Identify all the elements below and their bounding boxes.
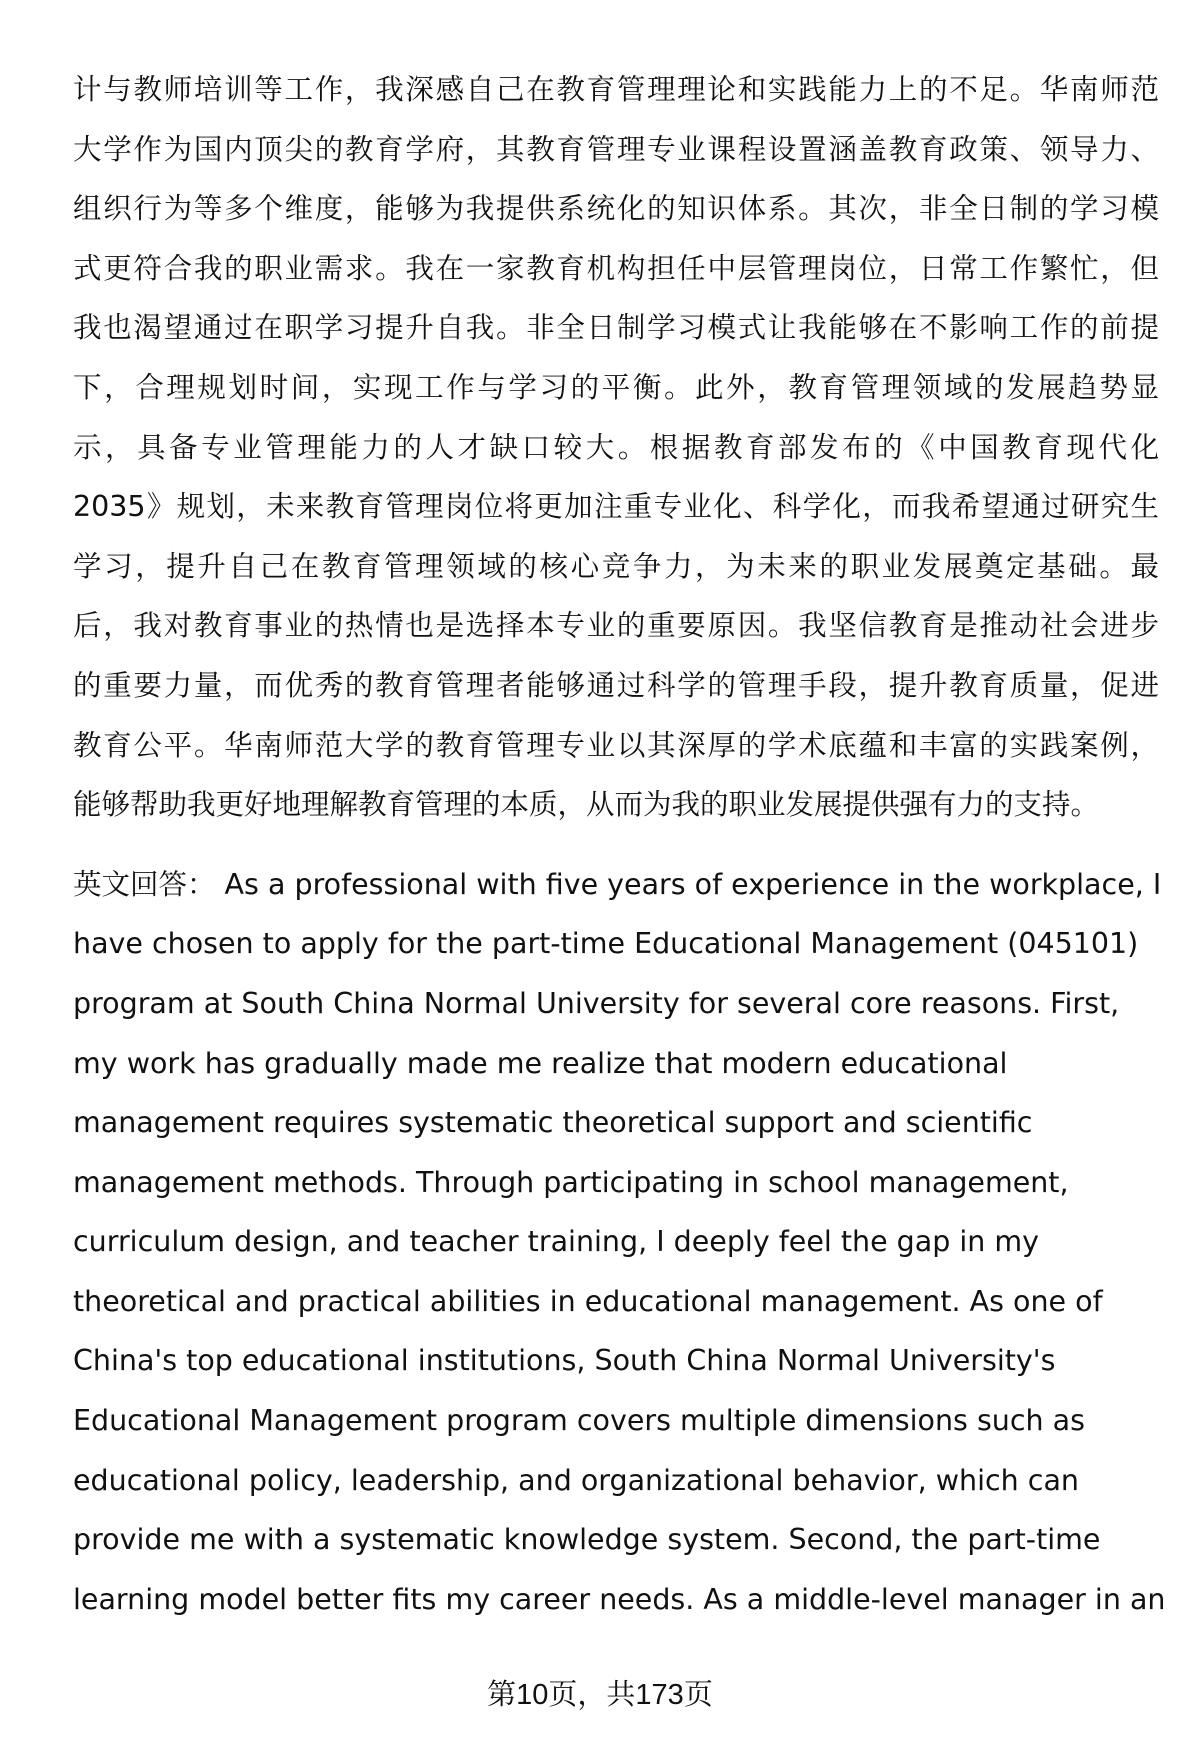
text-line: my work has gradually made me realize that modern educational <box>73 1046 1008 1080</box>
text-line: curriculum design, and teacher training, I deeply feel the gap in my <box>73 1225 1040 1259</box>
text-line: management methods. Through participating in school management, <box>73 1165 1069 1199</box>
text-line: 计与教师培训等工作，我深感自己在教育管理理论和实践能力上的不足。华南师范 <box>73 73 1159 106</box>
text-line: 能够帮助我更好地理解教育管理的本质，从而为我的职业发展提供强有力的支持。 <box>73 788 1100 822</box>
text-line: 学习，提升自己在教育管理领域的核心竞争力，为未来的职业发展奠定基础。最 <box>73 549 1159 583</box>
text-line: Educational Management program covers multiple dimensions such as <box>73 1404 1085 1438</box>
text-line: provide me with a systematic knowledge system. Second, the part-time <box>73 1523 1101 1557</box>
text-line: 组织行为等多个维度，能够为我提供系统化的知识体系。其次，非全日制的学习模 <box>73 192 1159 226</box>
text-line: 示，具备专业管理能力的人才缺口较大。根据教育部发布的《中国教育现代化 <box>73 430 1159 464</box>
text-line: 教育公平。华南师范大学的教育管理专业以其深厚的学术底蕴和丰富的实践案例， <box>73 728 1159 762</box>
text-line: 的重要力量，而优秀的教育管理者能够通过科学的管理手段，提升教育质量，促进 <box>73 668 1159 702</box>
text-line: educational policy, leadership, and organizational behavior, which can <box>73 1463 1079 1497</box>
page-number-footer: 第10页，共173页 <box>487 1679 713 1711</box>
text-line: theoretical and practical abilities in educational management. As one of <box>73 1284 1103 1318</box>
text-line: 大学作为国内顶尖的教育学府，其教育管理专业课程设置涵盖教育政策、领导力、 <box>73 132 1159 166</box>
text-line: 下，合理规划时间，实现工作与学习的平衡。此外，教育管理领域的发展趋势显 <box>73 370 1159 404</box>
text-line: learning model better fits my career needs. As a middle-level manager in an <box>73 1582 1166 1616</box>
paragraph-gap <box>73 835 1159 855</box>
text-line: have chosen to apply for the part-time Educational Management (045101) <box>73 927 1139 961</box>
text-line: program at South China Normal University for several core reasons. First, <box>73 986 1120 1020</box>
text-line: 2035》规划，未来教育管理岗位将更加注重专业化、科学化，而我希望通过研究生 <box>73 490 1159 524</box>
english-paragraph <box>73 855 1166 1630</box>
text-line: management requires systematic theoretical support and scientific <box>73 1106 1033 1140</box>
text-line: 式更符合我的职业需求。我在一家教育机构担任中层管理岗位，日常工作繁忙，但 <box>73 251 1159 285</box>
text-line: 后，我对教育事业的热情也是选择本专业的重要原因。我坚信教育是推动社会进步 <box>73 609 1159 643</box>
document-page <box>73 60 1166 1629</box>
text-line: China's top educational institutions, South China Normal University's <box>73 1344 1056 1378</box>
text-line: 英文回答： As a professional with five years of experience in the workplace, I <box>73 867 1162 901</box>
chinese-paragraph <box>73 60 1159 835</box>
text-line: 我也渴望通过在职学习提升自我。非全日制学习模式让我能够在不影响工作的前提 <box>73 311 1159 345</box>
